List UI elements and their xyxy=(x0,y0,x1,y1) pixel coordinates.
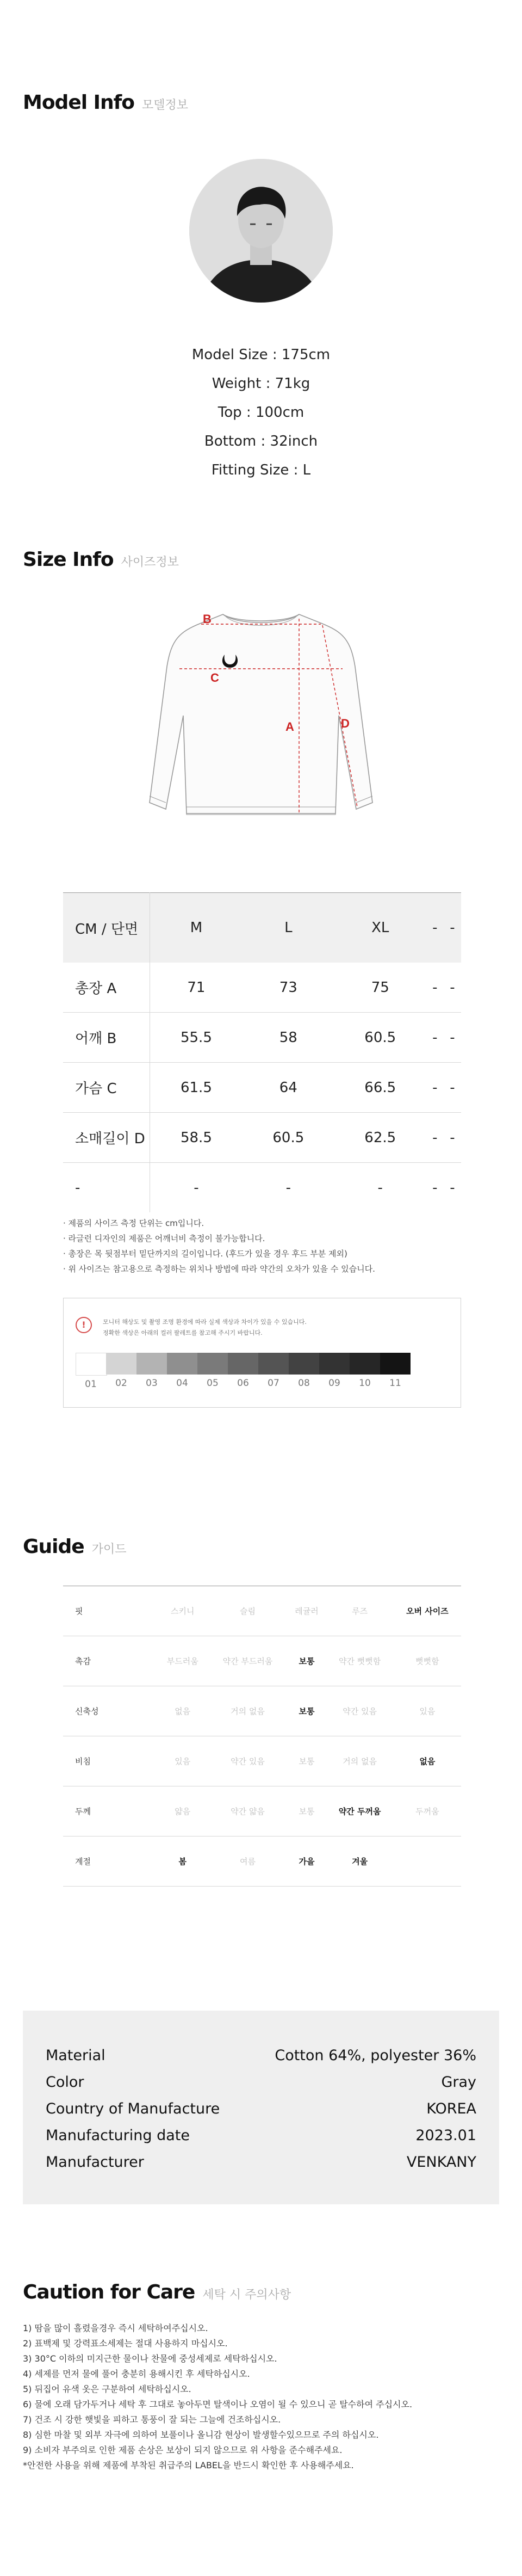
guide-option: 겨울 xyxy=(326,1837,394,1887)
swatch-chip xyxy=(319,1353,350,1375)
size-cell: - xyxy=(444,1013,461,1063)
care-line: 2) 표백제 및 강력표소세제는 절대 사용하지 마십시오. xyxy=(23,2338,228,2349)
diagram-label-c: C xyxy=(210,671,219,685)
sweatshirt-diagram xyxy=(133,607,389,824)
size-info-heading xyxy=(23,549,179,571)
swatch-number: 06 xyxy=(237,1378,249,1389)
model-fitting-size: Fitting Size : L xyxy=(211,462,311,478)
table-row xyxy=(63,1736,461,1786)
size-cell: - xyxy=(432,1179,438,1196)
spec-row-country xyxy=(46,2096,476,2122)
guide-option: 보통 xyxy=(288,1736,326,1786)
table-row xyxy=(63,1586,461,1636)
table-row xyxy=(63,1013,461,1063)
guide-option: 두꺼움 xyxy=(394,1786,461,1837)
swatch-chip xyxy=(380,1353,411,1375)
size-cell: 75 xyxy=(334,963,426,1013)
guide-row-label: 촉감 xyxy=(63,1636,157,1686)
size-cell: - xyxy=(426,1013,444,1063)
color-swatch xyxy=(228,1353,258,1390)
size-row-label: 가슴 C xyxy=(63,1063,150,1113)
spec-value: 2023.01 xyxy=(415,2127,476,2144)
spec-row-date xyxy=(46,2122,476,2149)
size-cell: - xyxy=(285,1179,291,1196)
color-palette-box xyxy=(63,1298,461,1408)
model-top: Top : 100cm xyxy=(217,404,304,421)
size-cell: 58 xyxy=(243,1013,334,1063)
guide-row-label: 신축성 xyxy=(63,1686,157,1736)
guide-option: 루즈 xyxy=(326,1586,394,1636)
swatch-number: 03 xyxy=(146,1378,158,1389)
care-line: 5) 뒤집어 유색 옷은 구분하여 세탁하십시오. xyxy=(23,2384,191,2394)
size-cell: 66.5 xyxy=(334,1063,426,1113)
guide-option: 여름 xyxy=(208,1837,287,1887)
size-cell: 58.5 xyxy=(150,1113,243,1163)
guide-option: 약간 두꺼움 xyxy=(326,1786,394,1837)
swatch-chip xyxy=(350,1353,380,1375)
diagram-label-b: B xyxy=(203,612,212,626)
size-cell: - xyxy=(377,1179,383,1196)
spec-label: Manufacturer xyxy=(46,2154,144,2171)
spec-value: KOREA xyxy=(426,2100,476,2117)
spec-label: Material xyxy=(46,2047,105,2064)
size-note: · 위 사이즈는 참고용으로 측정하는 위치나 방법에 따라 약간의 오차가 있을 수 있습니다. xyxy=(63,1264,375,1274)
spec-value: Cotton 64%, polyester 36% xyxy=(275,2047,476,2064)
care-line: 7) 건조 시 강한 햇빛을 피하고 통풍이 잘 되는 그늘에 건조하십시오. xyxy=(23,2414,281,2425)
size-col-header: - xyxy=(426,893,444,963)
sweatshirt-body xyxy=(150,614,372,814)
guide-option: 없음 xyxy=(157,1686,208,1736)
swatch-chip xyxy=(197,1353,228,1375)
size-cell: - xyxy=(194,1179,199,1196)
spec-value: Gray xyxy=(441,2074,476,2091)
guide-option: 약간 부드러움 xyxy=(208,1636,287,1686)
swatch-number: 11 xyxy=(389,1378,401,1389)
size-cell: - xyxy=(426,1113,444,1163)
color-swatch xyxy=(167,1353,197,1390)
swatch-chip xyxy=(258,1353,289,1375)
color-swatch xyxy=(197,1353,228,1390)
guide-option: 거의 없음 xyxy=(208,1686,287,1736)
care-subtitle: 세탁 시 주의사항 xyxy=(202,2288,291,2302)
size-cell: - xyxy=(444,963,461,1013)
size-cell: 64 xyxy=(243,1063,334,1113)
size-row-label: - xyxy=(63,1163,150,1213)
color-swatch xyxy=(258,1353,289,1390)
guide-title: Guide xyxy=(23,1536,84,1558)
care-line: 8) 심한 마찰 및 외부 자극에 의하여 보풀이나 올니감 현상이 발생할수있으므로 주의 하십시오. xyxy=(23,2430,379,2440)
size-notes xyxy=(63,1216,476,1277)
color-swatch xyxy=(380,1353,411,1390)
size-cell: - xyxy=(450,1179,455,1196)
size-col-header: L xyxy=(243,893,334,963)
size-info-subtitle: 사이즈정보 xyxy=(121,556,179,569)
guide-option: 보통 xyxy=(288,1686,326,1736)
guide-option: 얇음 xyxy=(157,1786,208,1837)
guide-option: 뻣뻣함 xyxy=(394,1636,461,1686)
spec-row-material xyxy=(46,2042,476,2069)
size-col-header: - xyxy=(444,893,461,963)
swatch-chip xyxy=(76,1353,107,1376)
size-cell: - xyxy=(444,1113,461,1163)
spec-label: Color xyxy=(46,2074,84,2091)
guide-option: 스키니 xyxy=(157,1586,208,1636)
swatch-number: 08 xyxy=(298,1378,310,1389)
care-line: *안전한 사용을 위해 제품에 부착된 취급주의 LABEL을 반드시 확인한 후 사용해주세요. xyxy=(23,2460,354,2470)
table-row xyxy=(63,1113,461,1163)
guide-option: 봄 xyxy=(157,1837,208,1887)
care-title: Caution for Care xyxy=(23,2281,195,2303)
model-photo xyxy=(189,159,333,303)
color-swatches xyxy=(76,1353,411,1390)
color-notice-line: 모니터 해상도 및 촬영 조명 환경에 따라 실제 색상과 차이가 있을 수 있습니다. xyxy=(103,1318,307,1326)
swatch-number: 04 xyxy=(176,1378,188,1389)
guide-option: 가을 xyxy=(288,1837,326,1887)
size-cell: 60.5 xyxy=(243,1113,334,1163)
model-size: Model Size : 175cm xyxy=(191,347,331,363)
guide-option: 약간 뻣뻣함 xyxy=(326,1636,394,1686)
size-row-label: 소매길이 D xyxy=(63,1113,150,1163)
swatch-chip xyxy=(228,1353,258,1375)
size-cell: - xyxy=(426,963,444,1013)
table-row xyxy=(63,963,461,1013)
guide-option: 오버 사이즈 xyxy=(394,1586,461,1636)
model-bottom: Bottom : 32inch xyxy=(204,433,318,449)
swatch-chip xyxy=(106,1353,136,1375)
size-cell: 61.5 xyxy=(150,1063,243,1113)
guide-subtitle: 가이드 xyxy=(91,1543,127,1556)
guide-option: 없음 xyxy=(394,1736,461,1786)
guide-row-label: 계절 xyxy=(63,1837,157,1887)
care-line: 1) 땀을 많이 흘렸을경우 즉시 세탁하여주십시오. xyxy=(23,2323,208,2333)
product-spec-box xyxy=(23,2011,499,2204)
model-info-subtitle: 모델정보 xyxy=(142,98,189,112)
guide-option: 약간 있음 xyxy=(326,1686,394,1736)
table-row xyxy=(63,1636,461,1686)
guide-option: 레귤러 xyxy=(288,1586,326,1636)
color-notice-line: 정확한 색상은 아래의 컬러 팔레트를 참고해 주시기 바랍니다. xyxy=(103,1329,263,1336)
size-row-label: 총장 A xyxy=(63,963,150,1013)
guide-option: 약간 얇음 xyxy=(208,1786,287,1837)
care-line: 3) 30°C 이하의 미지근한 물이나 찬물에 중성세제로 세탁하십시오. xyxy=(23,2353,277,2364)
table-row xyxy=(63,1686,461,1736)
guide-option: 있음 xyxy=(157,1736,208,1786)
spec-row-manufacturer xyxy=(46,2149,476,2176)
swatch-number: 07 xyxy=(268,1378,279,1389)
color-swatch xyxy=(319,1353,350,1390)
spec-row-color xyxy=(46,2069,476,2096)
color-swatch xyxy=(289,1353,319,1390)
swatch-number: 01 xyxy=(85,1379,97,1390)
color-swatch xyxy=(136,1353,167,1390)
size-cell: - xyxy=(444,1063,461,1113)
care-line: 6) 물에 오래 담가두거나 세탁 후 그대로 놓아두면 탈색이나 오염이 될 수 있으니 곧 탈수하여 주십시오. xyxy=(23,2399,413,2409)
model-weight: Weight : 71kg xyxy=(212,375,310,392)
care-heading xyxy=(23,2281,291,2303)
model-measurements xyxy=(0,341,522,485)
swatch-number: 09 xyxy=(328,1378,340,1389)
size-col-header: CM / 단면 xyxy=(63,893,150,963)
swatch-chip xyxy=(167,1353,197,1375)
color-swatch xyxy=(76,1353,106,1390)
swatch-number: 10 xyxy=(359,1378,371,1389)
guide-option: 보통 xyxy=(288,1636,326,1686)
guide-option: 약간 있음 xyxy=(208,1736,287,1786)
swatch-chip xyxy=(136,1353,167,1375)
size-cell: 60.5 xyxy=(334,1013,426,1063)
table-row xyxy=(63,1786,461,1837)
size-col-header: XL xyxy=(334,893,426,963)
guide-row-label: 비침 xyxy=(63,1736,157,1786)
guide-heading xyxy=(23,1536,126,1558)
color-swatch xyxy=(350,1353,380,1390)
care-line: 4) 세제를 먼저 물에 풀어 충분히 용해시킨 후 세탁하십시오. xyxy=(23,2369,250,2379)
swatch-number: 05 xyxy=(207,1378,219,1389)
warning-icon: ! xyxy=(76,1317,92,1333)
spec-value: VENKANY xyxy=(406,2154,476,2171)
color-swatch xyxy=(106,1353,136,1390)
size-note: · 라글런 디자인의 제품은 어깨너비 측정이 불가능합니다. xyxy=(63,1234,265,1243)
diagram-label-a: A xyxy=(285,720,294,734)
size-info-title: Size Info xyxy=(23,549,114,571)
swatch-number: 02 xyxy=(115,1378,127,1389)
size-col-header: M xyxy=(150,893,243,963)
table-row xyxy=(63,1063,461,1113)
model-info-title: Model Info xyxy=(23,91,135,114)
guide-option: 슬림 xyxy=(208,1586,287,1636)
size-note: · 총장은 목 뒷점부터 밑단까지의 길이입니다. (후드가 있을 경우 후드 부분 제외) xyxy=(63,1249,347,1259)
size-note: · 제품의 사이즈 측정 단위는 cm입니다. xyxy=(63,1218,204,1228)
guide-option: 부드러움 xyxy=(157,1636,208,1686)
size-table xyxy=(63,892,461,1212)
size-cell: 73 xyxy=(243,963,334,1013)
guide-option: 있음 xyxy=(394,1686,461,1736)
diagram-label-d: D xyxy=(341,717,350,730)
color-notice xyxy=(103,1317,440,1339)
guide-option: 거의 없음 xyxy=(326,1736,394,1786)
guide-table xyxy=(63,1586,461,1887)
model-info-heading xyxy=(23,91,188,114)
size-cell: 55.5 xyxy=(150,1013,243,1063)
guide-option: 보통 xyxy=(288,1786,326,1837)
size-cell: 71 xyxy=(150,963,243,1013)
guide-row-label: 핏 xyxy=(63,1586,157,1636)
guide-empty-cell xyxy=(394,1837,461,1887)
size-cell: 62.5 xyxy=(334,1113,426,1163)
guide-row-label: 두께 xyxy=(63,1786,157,1837)
spec-label: Manufacturing date xyxy=(46,2127,190,2144)
swatch-chip xyxy=(289,1353,319,1375)
size-row-label: 어깨 B xyxy=(63,1013,150,1063)
size-cell: - xyxy=(426,1063,444,1113)
table-row xyxy=(63,1837,461,1887)
spec-label: Country of Manufacture xyxy=(46,2100,220,2117)
table-row xyxy=(63,1163,461,1213)
size-table-header xyxy=(63,893,461,963)
care-instructions xyxy=(23,2321,490,2473)
care-line: 9) 소비자 부주의로 인한 제품 손상은 보상이 되지 않으므로 위 사항을 준수해주세요. xyxy=(23,2445,343,2455)
